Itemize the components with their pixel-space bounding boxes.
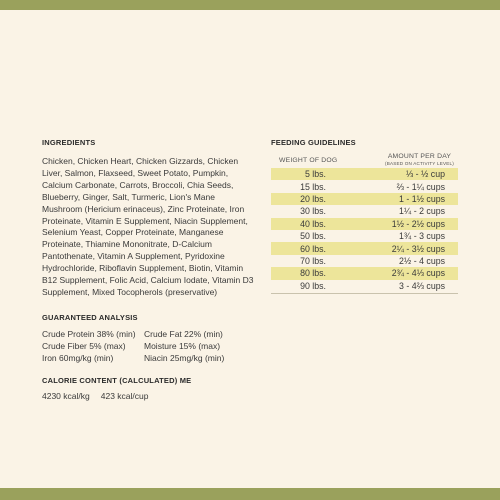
table-row — [271, 242, 458, 254]
analysis-item: Iron 60mg/kg (min) — [42, 353, 114, 364]
dog-weight: 70 lbs. — [300, 255, 326, 266]
daily-amount: 2¾ - 4⅓ cups — [391, 268, 445, 279]
analysis-item: Moisture 15% (max) — [144, 341, 221, 352]
weight-column-header: WEIGHT OF DOG — [279, 157, 338, 164]
ingredients-list: Chicken, Chicken Heart, Chicken Gizzards, Chicken Liver, Salmon, Flaxseed, Sweet Potato, Pumpkin, Calcium Carbonate, Carrots, Broccoli, Chia Seeds, Blueberry, Ginger, Salt, Turmeric, Lion's Mane Mushroom (Hericium erinaceus), Zinc Proteinate, Iron Proteinate, Vitamin E Supplement, Niacin Supplement, Selenium Yeast, Copper Proteinate, Manganese Proteinate, Thiamine Mononitrate, D-Calcium Pantothenate, Vitamin A Supplement, Pyridoxine Hydrochloride, Riboflavin Supplement, Biotin, Vitamin B12 Supplement, Folic Acid, Calcium Iodate, Vitamin D3 Supplement, Mixed Tocopherols (preservative) — [42, 156, 254, 297]
table-row — [271, 230, 458, 242]
nutrition-info-column — [42, 138, 254, 401]
analysis-item: Crude Fat 22% (min) — [144, 328, 223, 339]
table-row — [271, 180, 458, 192]
feeding-table — [271, 168, 458, 292]
daily-amount: 1½ - 2½ cups — [391, 218, 445, 229]
table-row — [271, 193, 458, 205]
feeding-guidelines-heading: FEEDING GUIDELINES — [271, 138, 356, 147]
dog-weight: 80 lbs. — [300, 268, 326, 279]
bottom-color-band — [0, 488, 500, 500]
daily-amount: 1 - 1½ cups — [399, 193, 445, 204]
table-row — [271, 267, 458, 279]
table-row — [271, 218, 458, 230]
dog-weight: 15 lbs. — [300, 181, 326, 192]
feeding-table-header — [271, 153, 458, 166]
daily-amount: 1¾ - 3 cups — [399, 231, 445, 242]
feeding-guidelines-section — [271, 138, 458, 294]
analysis-item: Niacin 25mg/kg (min) — [144, 353, 225, 364]
dog-weight: 90 lbs. — [300, 280, 326, 291]
daily-amount: 2¼ - 3½ cups — [391, 243, 445, 254]
table-row — [271, 280, 458, 292]
analysis-item: Crude Protein 38% (min) — [42, 328, 136, 339]
dog-weight: 20 lbs. — [300, 193, 326, 204]
dog-weight: 30 lbs. — [300, 206, 326, 217]
table-bottom-divider — [271, 293, 458, 294]
calorie-values — [42, 391, 254, 401]
table-row — [271, 255, 458, 267]
dog-weight: 5 lbs. — [304, 169, 326, 180]
amount-column-header — [385, 153, 458, 166]
calorie-content-heading: CALORIE CONTENT (CALCULATED) ME — [42, 376, 192, 386]
dog-weight: 60 lbs. — [300, 243, 326, 254]
table-row — [271, 168, 458, 180]
amount-header-label: AMOUNT PER DAY — [387, 153, 452, 160]
daily-amount: 3 - 4⅔ cups — [399, 280, 445, 291]
daily-amount: 1¼ - 2 cups — [399, 206, 445, 217]
daily-amount: ⅔ - 1¼ cups — [396, 181, 445, 192]
calorie-per-cup: 423 kcal/cup — [100, 391, 149, 402]
daily-amount: ⅓ - ½ cup — [405, 169, 445, 180]
analysis-item: Crude Fiber 5% (max) — [42, 341, 126, 352]
amount-header-note: (BASED ON ACTIVITY LEVEL) — [385, 161, 454, 166]
calorie-per-kg: 4230 kcal/kg — [42, 391, 90, 402]
daily-amount: 2½ - 4 cups — [399, 255, 445, 266]
guaranteed-analysis-heading: GUARANTEED ANALYSIS — [42, 312, 138, 322]
dog-weight: 40 lbs. — [300, 218, 326, 229]
top-color-band — [0, 0, 500, 10]
guaranteed-analysis-grid — [42, 329, 254, 363]
ingredients-heading: INGREDIENTS — [42, 138, 96, 147]
table-row — [271, 205, 458, 217]
dog-weight: 50 lbs. — [300, 231, 326, 242]
